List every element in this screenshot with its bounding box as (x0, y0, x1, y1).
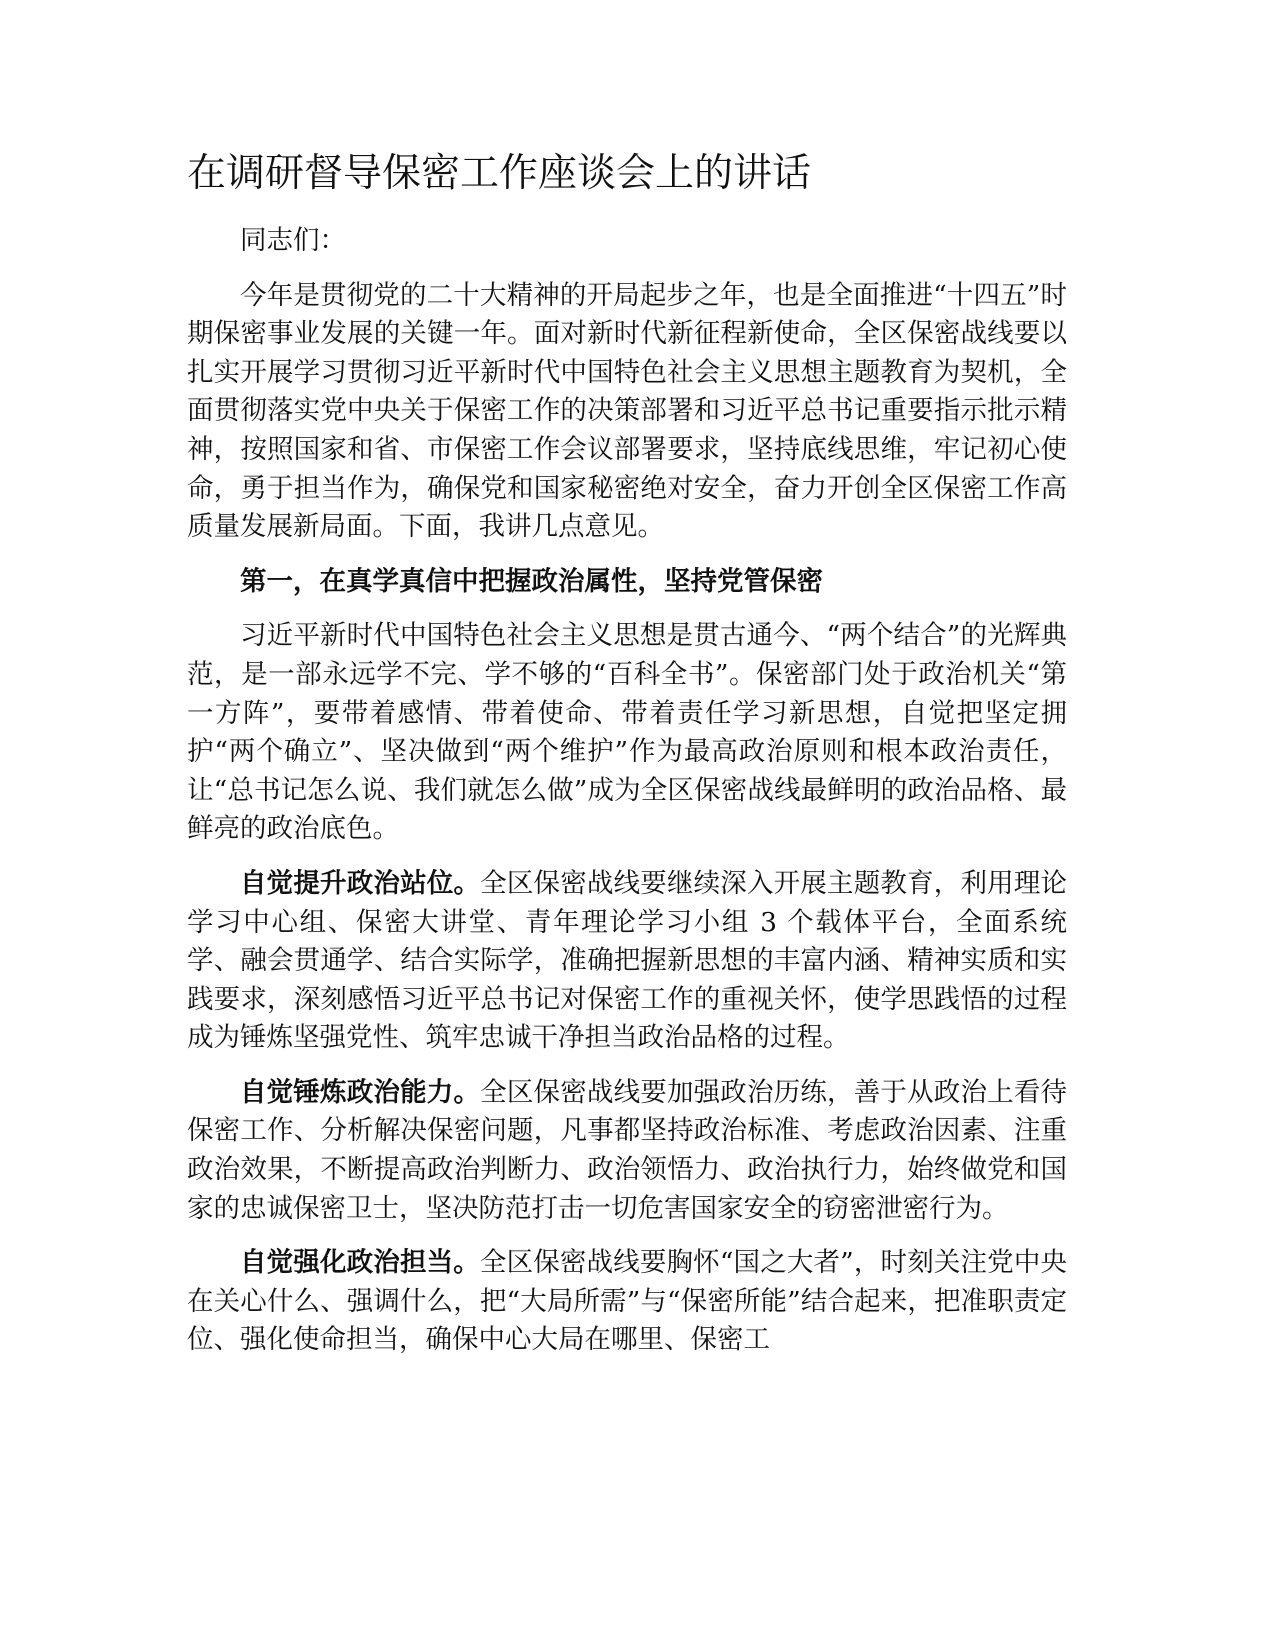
paragraph-lead: 自觉强化政治担当。 (240, 1247, 480, 1279)
intro-paragraph: 今年是贯彻党的二十大精神的开局起步之年，也是全面推进“十四五”时期保密事业发展的关键一年。面对新时代新征程新使命，全区保密战线要以扎实开展学习贯彻习近平新时代中国特色社会主义思想主题教育为契机，全面贯彻落实党中央关于保密工作的决策部署和习近平总书记重要指示批示精神，按照国家和省、市保密工作会议部署要求，坚持底线思维，牢记初心使命，勇于担当作为，确保党和国家秘密绝对安全，奋力开创全区保密工作高质量发展新局面。下面，我讲几点意见。 (187, 279, 1067, 543)
section-heading-1: 第一，在真学真信中把握政治属性，坚持党管保密 (240, 565, 823, 597)
political-responsibility-paragraph (187, 1244, 1067, 1360)
political-ability-paragraph (187, 1074, 1067, 1228)
salutation: 同志们： (240, 225, 346, 256)
paragraph-text: 全区保密战线要继续深入开展主题教育，利用理论学习中心组、保密大讲堂、青年理论学习小组 3 个载体平台，全面系统学、融会贯通学、结合实际学，准确把握新思想的丰富内涵、精神实质和实践要求，深刻感悟习近平总书记对保密工作的重视关怀，使学思践悟的过程成为锤炼坚强党性、筑牢忠诚干净担当政治品格的过程。 (187, 867, 1068, 1054)
paragraph-lead: 自觉提升政治站位。 (240, 867, 481, 899)
paragraph-text: 全区保密战线要胸怀“国之大者”，时刻关注党中央在关心什么、强调什么，把“大局所需”与“保密所能”结合起来，把准职责定位、强化使命担当，确保中心大局在哪里、保密工 (187, 1247, 1067, 1356)
paragraph-lead: 自觉锤炼政治能力。 (240, 1076, 481, 1108)
paragraph-text: 全区保密战线要加强政治历练，善于从政治上看待保密工作、分析解决保密问题，凡事都坚持政治标准、考虑政治因素、注重政治效果，不断提高政治判断力、政治领悟力、政治执行力，始终做党和国家的忠诚保密卫士，坚决防范打击一切危害国家安全的窃密泄密行为。 (187, 1076, 1068, 1224)
document-body (187, 222, 1067, 1376)
document-title: 在调研督导保密工作座谈会上的讲话 (187, 151, 812, 196)
political-standing-paragraph (187, 865, 1067, 1058)
section-1-paragraph: 习近平新时代中国特色社会主义思想是贯古通今、“两个结合”的光辉典范，是一部永远学不完、学不够的“百科全书”。保密部门处于政治机关“第一方阵”，要带着感情、带着使命、带着责任学习新思想，自觉把坚定拥护“两个确立”、坚决做到“两个维护”作为最高政治原则和根本政治责任，让“总书记怎么说、我们就怎么做”成为全区保密战线最鲜明的政治品格、最鲜亮的政治底色。 (187, 620, 1067, 845)
